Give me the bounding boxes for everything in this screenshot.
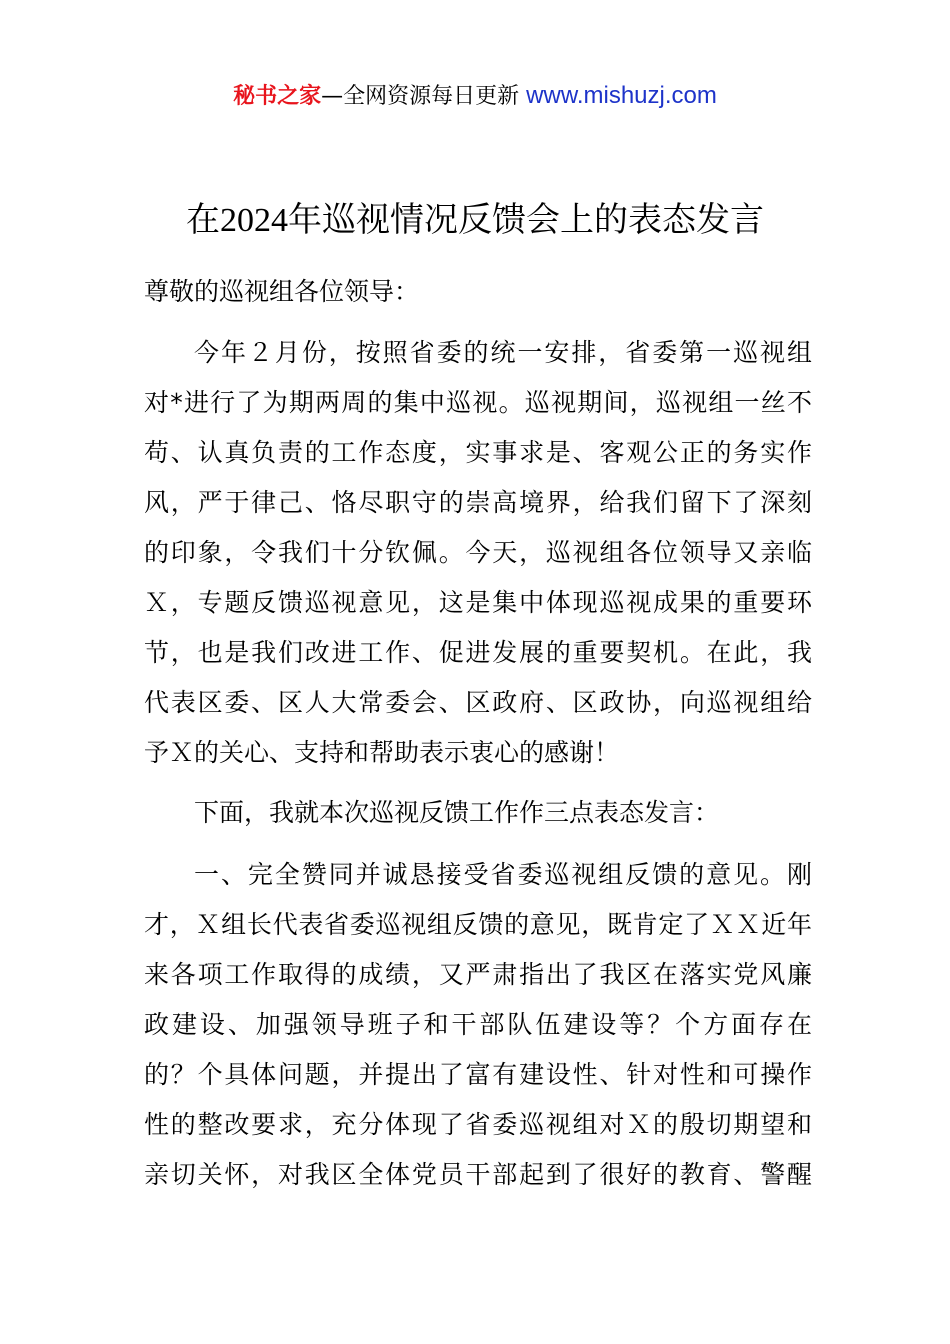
paragraph-line: 对*进行了为期两周的集中巡视。巡视期间，巡视组一丝不 [144,388,812,417]
paragraph-line: 一、完全赞同并诚恳接受省委巡视组反馈的意见。刚 [194,860,812,889]
paragraph-line: 才，Ｘ组长代表省委巡视组反馈的意见，既肯定了ＸＸ近年 [144,910,812,939]
title-suffix: 年巡视情况反馈会上的表态发言 [288,200,764,240]
site-url-link[interactable]: www.mishuzj.com [526,82,717,109]
site-brand: 秘书之家 [233,84,322,109]
paragraph-transition [144,788,812,838]
paragraph-intro [144,328,812,778]
salutation: 尊敬的巡视组各位领导： [144,277,420,306]
title-prefix: 在 [186,200,220,240]
site-header [0,78,950,115]
paragraph-line: 下面，我就本次巡视反馈工作作三点表态发言： [194,798,720,827]
paragraph-line: 的？个具体问题，并提出了富有建设性、针对性和可操作 [144,1060,812,1089]
paragraph-line: 亲切关怀，对我区全体党员干部起到了很好的教育、警醒 [144,1160,812,1189]
paragraph-line: 节，也是我们改进工作、促进发展的重要契机。在此，我 [144,638,812,667]
paragraph-point-one [144,850,812,1200]
paragraph-line: 政建设、加强领导班子和干部队伍建设等？个方面存在 [144,1010,812,1039]
paragraph-line: 苟、认真负责的工作态度，实事求是、客观公正的务实作 [144,438,812,467]
title-year: 2024 [220,202,288,239]
paragraph-line: 予Ｘ的关心、支持和帮助表示衷心的感谢！ [144,738,620,767]
paragraph-line: Ｘ，专题反馈巡视意见，这是集中体现巡视成果的重要环 [144,588,812,617]
paragraph-line: 来各项工作取得的成绩，又严肃指出了我区在落实党风廉 [144,960,812,989]
paragraph-line: 今年２月份，按照省委的统一安排，省委第一巡视组 [194,338,812,367]
paragraph-line: 代表区委、区人大常委会、区政府、区政协，向巡视组给 [144,688,812,717]
document-title [0,192,950,249]
site-tagline: —全网资源每日更新 [321,84,527,109]
paragraph-line: 风，严于律己、恪尽职守的崇高境界，给我们留下了深刻 [144,488,812,517]
paragraph-line: 的印象，令我们十分钦佩。今天，巡视组各位领导又亲临 [144,538,812,567]
paragraph-line: 性的整改要求，充分体现了省委巡视组对Ｘ的殷切期望和 [144,1110,812,1139]
